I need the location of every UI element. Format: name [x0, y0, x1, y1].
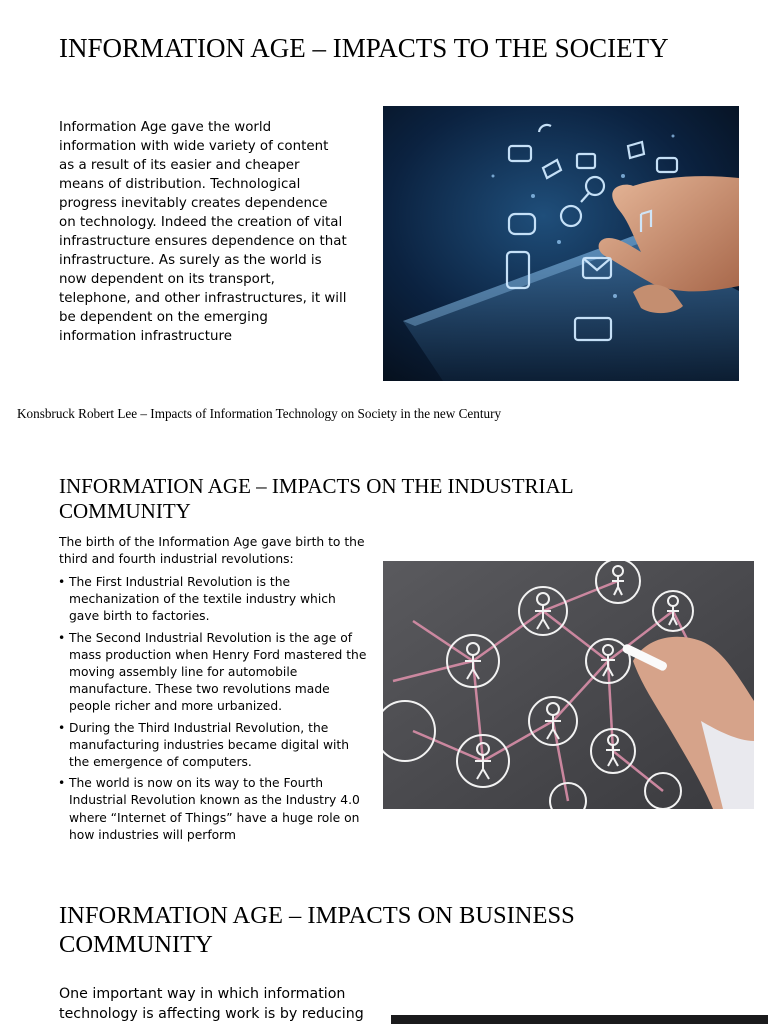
list-item: • The Second Industrial Revolution is the age of mass production when Henry Ford mastered the moving assembly line for automobile manufacture. These two revolutions made people richer and more urbanized.	[58, 630, 368, 716]
section-2-title: INFORMATION AGE – IMPACTS ON THE INDUSTRIAL COMMUNITY	[59, 474, 573, 523]
section-2-intro: The birth of the Information Age gave birth to the third and fourth industrial revolutions:	[59, 535, 365, 567]
section-3-title: INFORMATION AGE – IMPACTS ON BUSINESS COMMUNITY	[59, 902, 575, 958]
section-1-caption: Konsbruck Robert Lee – Impacts of Information Technology on Society in the new Century	[17, 406, 502, 421]
section-1-body: Information Age gave the world information with wide variety of content as a result of its easier and cheaper means of distribution. Technological progress inevitably creates dependence on technology. Indeed the creation of vital infrastructure ensures dependence on that infrastructure. As surely as the world is now dependent on its transport, telephone, and other infrastructures, it will be dependent on the emerging information infrastructure	[59, 120, 347, 344]
list-item: • The First Industrial Revolution is the mechanization of the textile industry which gave birth to factories.	[58, 574, 368, 626]
section-3-body: One important way in which information technology is affecting work is by reducing	[59, 986, 364, 1022]
list-item: • The world is now on its way to the Fourth Industrial Revolution known as the Industry 4.0 where “Internet of Things” have a huge role on how industries will perform	[58, 775, 368, 844]
section-1-title: INFORMATION AGE – IMPACTS TO THE SOCIETY	[59, 33, 669, 63]
chalkboard-network-image	[383, 561, 754, 809]
touch-tablet-image	[383, 106, 739, 381]
industrial-revolution-list	[58, 574, 368, 848]
business-image	[391, 1015, 768, 1024]
list-item: • During the Third Industrial Revolution, the manufacturing industries became digital with the emergence of computers.	[58, 720, 368, 772]
